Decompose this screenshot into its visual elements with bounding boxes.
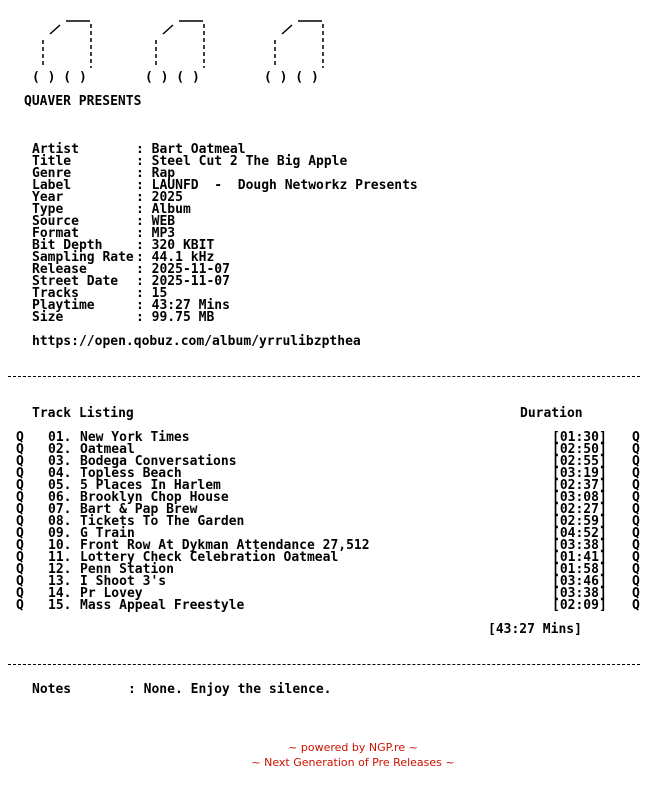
info-value: : 99.75 MB: [136, 310, 215, 325]
row-marker: Q: [632, 502, 640, 517]
info-value: : 320 KBIT: [136, 238, 215, 253]
row-marker: Q: [16, 466, 24, 481]
track-duration: [02:59]: [552, 514, 607, 529]
info-value: : MP3: [136, 226, 176, 241]
tracklist-heading: Track Listing: [32, 406, 134, 421]
track-number: 12.: [48, 562, 72, 577]
svg-text:( ) ( ): ( ) ( ): [145, 70, 200, 85]
footer-tagline: ~ Next Generation of Pre Releases ~: [251, 756, 455, 769]
row-marker: Q: [16, 442, 24, 457]
footer-powered-by: ~ powered by NGP.re ~: [288, 741, 418, 754]
row-marker: Q: [632, 478, 640, 493]
track-duration: [03:38]: [552, 538, 607, 553]
info-label: Genre: [32, 166, 72, 181]
track-title: Tickets To The Garden: [80, 514, 245, 529]
track-number: 08.: [48, 514, 72, 529]
info-value: : WEB: [136, 214, 176, 229]
row-marker: Q: [632, 550, 640, 565]
info-label: Title: [32, 154, 72, 169]
row-marker: Q: [16, 550, 24, 565]
track-duration: [02:09]: [552, 598, 607, 613]
total-playtime: [43:27 Mins]: [488, 622, 582, 637]
row-marker: Q: [16, 562, 24, 577]
track-title: New York Times: [80, 430, 190, 445]
info-label: Playtime: [32, 298, 95, 313]
divider: [8, 664, 640, 665]
track-title: Lottery Check Celebration Oatmeal: [80, 550, 339, 565]
row-marker: Q: [632, 598, 640, 613]
track-number: 15.: [48, 598, 72, 613]
info-label: Tracks: [32, 286, 79, 301]
info-label: Label: [32, 178, 72, 193]
track-number: 07.: [48, 502, 72, 517]
row-marker: Q: [632, 562, 640, 577]
row-marker: Q: [16, 430, 24, 445]
info-value: : Steel Cut 2 The Big Apple: [136, 154, 348, 169]
duration-heading: Duration: [520, 406, 583, 421]
row-marker: Q: [16, 526, 24, 541]
track-duration: [01:41]: [552, 550, 607, 565]
info-label: Street Date: [32, 274, 119, 289]
track-number: 03.: [48, 454, 72, 469]
track-title: G Train: [80, 526, 135, 541]
info-label: Size: [32, 310, 64, 325]
track-duration: [03:08]: [552, 490, 607, 505]
track-number: 06.: [48, 490, 72, 505]
row-marker: Q: [632, 514, 640, 529]
info-label: Artist: [32, 142, 79, 157]
track-number: 05.: [48, 478, 72, 493]
info-label: Release: [32, 262, 87, 277]
row-marker: Q: [16, 478, 24, 493]
notes-value: : None. Enjoy the silence.: [128, 682, 332, 697]
track-number: 02.: [48, 442, 72, 457]
track-number: 13.: [48, 574, 72, 589]
row-marker: Q: [632, 454, 640, 469]
row-marker: Q: [16, 502, 24, 517]
track-title: I Shoot 3's: [80, 574, 167, 589]
row-marker: Q: [632, 538, 640, 553]
track-number: 04.: [48, 466, 72, 481]
album-url: https://open.qobuz.com/album/yrrulibzpthea: [32, 334, 361, 349]
info-value: : 43:27 Mins: [136, 298, 230, 313]
info-label: Sampling Rate: [32, 250, 134, 265]
track-title: 5 Places In Harlem: [80, 478, 221, 493]
row-marker: Q: [16, 490, 24, 505]
info-value: : Rap: [136, 166, 176, 181]
row-marker: Q: [632, 490, 640, 505]
svg-text:( ) ( ): ( ) ( ): [264, 70, 319, 85]
info-value: : 2025-11-07: [136, 274, 230, 289]
info-label: Year: [32, 190, 64, 205]
row-marker: Q: [632, 442, 640, 457]
row-marker: Q: [632, 586, 640, 601]
row-marker: Q: [16, 538, 24, 553]
row-marker: Q: [632, 466, 640, 481]
row-marker: Q: [632, 574, 640, 589]
track-title: Front Row At Dykman Attendance 27,512: [80, 538, 370, 553]
track-number: 14.: [48, 586, 72, 601]
row-marker: Q: [632, 526, 640, 541]
track-title: Pr Lovey: [80, 586, 143, 601]
divider: [8, 376, 640, 377]
row-marker: Q: [16, 514, 24, 529]
info-value: : 2025: [136, 190, 183, 205]
track-duration: [02:55]: [552, 454, 607, 469]
row-marker: Q: [16, 598, 24, 613]
info-label: Source: [32, 214, 79, 229]
row-marker: Q: [632, 430, 640, 445]
info-value: : 44.1 kHz: [136, 250, 215, 265]
notes-label: Notes: [32, 682, 72, 697]
track-title: Topless Beach: [80, 466, 182, 481]
track-number: 11.: [48, 550, 72, 565]
track-duration: [03:38]: [552, 586, 607, 601]
info-label: Bit Depth: [32, 238, 103, 253]
track-duration: [02:50]: [552, 442, 607, 457]
track-duration: [03:46]: [552, 574, 607, 589]
track-number: 10.: [48, 538, 72, 553]
quaver-note-icon: [264, 21, 323, 85]
svg-text:( ) ( ): ( ) ( ): [32, 70, 87, 85]
track-title: Brooklyn Chop House: [80, 490, 229, 505]
track-title: Bart & Pap Brew: [80, 502, 198, 517]
info-value: : 15: [136, 286, 168, 301]
track-duration: [02:27]: [552, 502, 607, 517]
info-value: : 2025-11-07: [136, 262, 230, 277]
track-duration: [04:52]: [552, 526, 607, 541]
row-marker: Q: [16, 586, 24, 601]
info-label: Format: [32, 226, 79, 241]
row-marker: Q: [16, 454, 24, 469]
track-duration: [03:19]: [552, 466, 607, 481]
info-label: Type: [32, 202, 64, 217]
info-value: : Album: [136, 202, 191, 217]
track-duration: [01:30]: [552, 430, 607, 445]
track-number: 09.: [48, 526, 72, 541]
track-duration: [01:58]: [552, 562, 607, 577]
row-marker: Q: [16, 574, 24, 589]
track-title: Bodega Conversations: [80, 454, 237, 469]
presents-title: QUAVER PRESENTS: [24, 94, 142, 109]
quaver-logo: [24, 10, 344, 85]
track-title: Penn Station: [80, 562, 174, 577]
track-title: Oatmeal: [80, 442, 135, 457]
quaver-note-icon: [32, 21, 91, 85]
quaver-note-icon: [145, 21, 204, 85]
track-duration: [02:37]: [552, 478, 607, 493]
info-value: : LAUNFD - Dough Networkz Presents: [136, 178, 418, 193]
info-value: : Bart Oatmeal: [136, 142, 246, 157]
track-title: Mass Appeal Freestyle: [80, 598, 245, 613]
track-number: 01.: [48, 430, 72, 445]
